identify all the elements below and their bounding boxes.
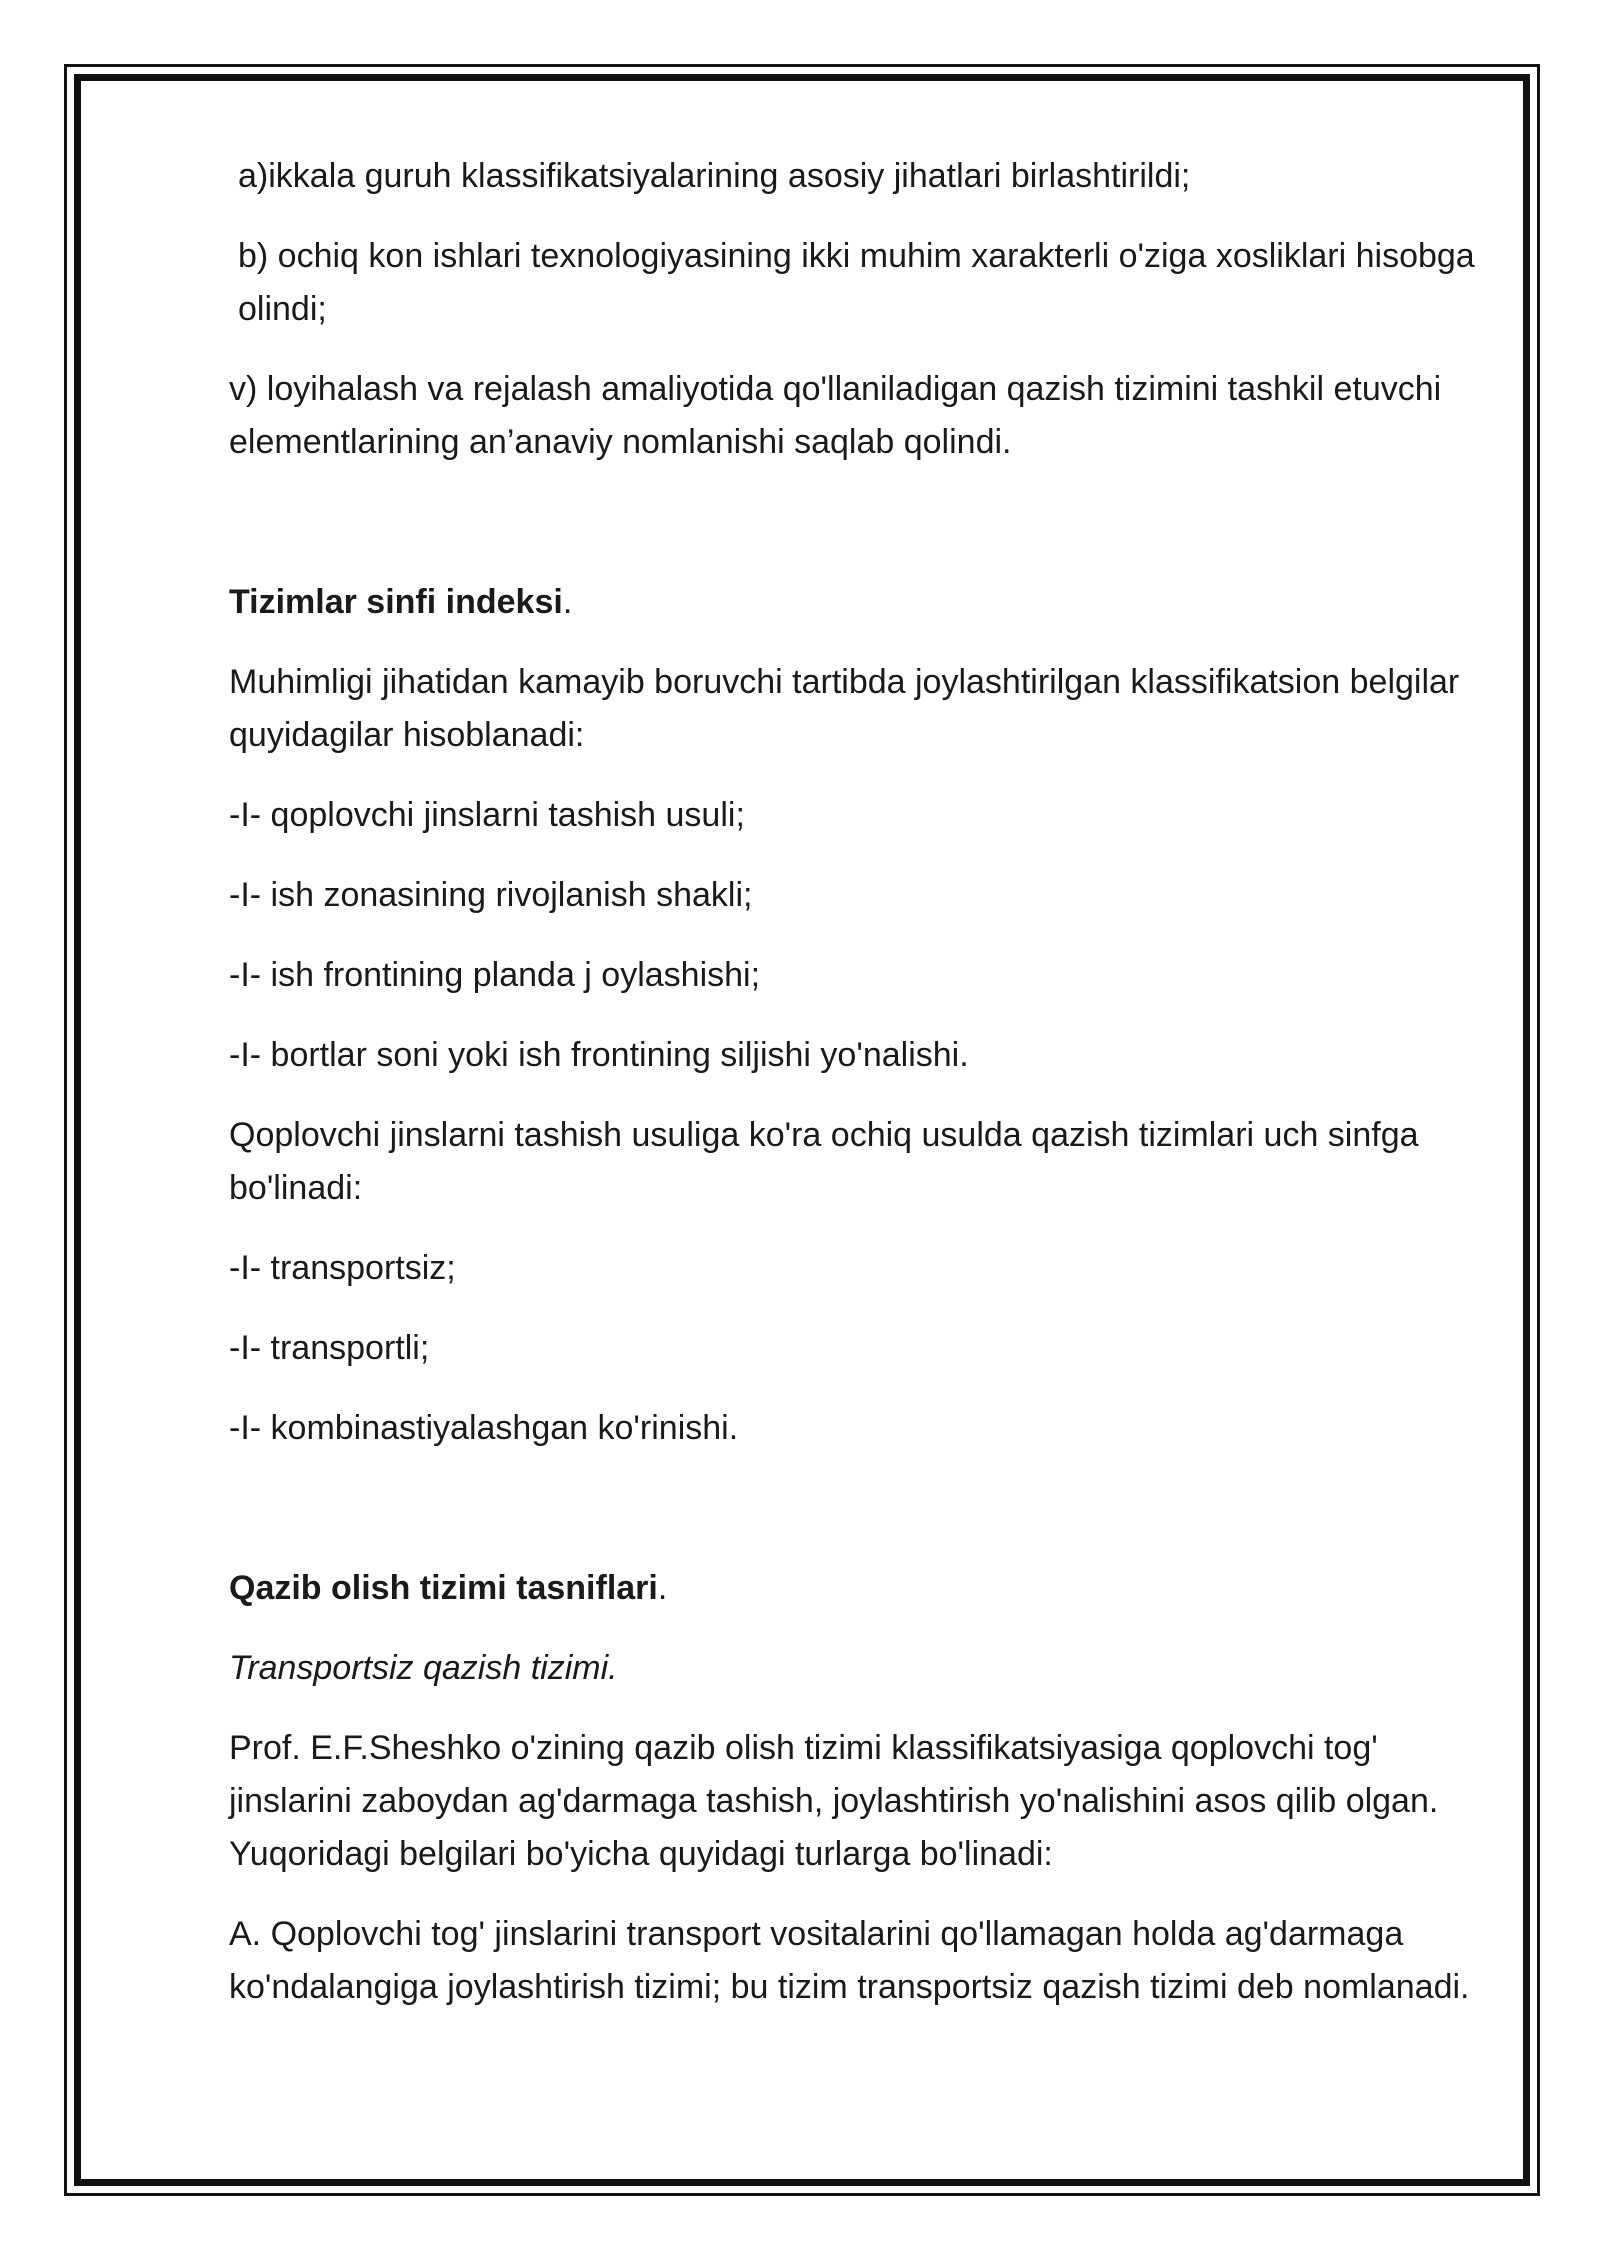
section-heading-period: . <box>657 1569 668 1607</box>
document-body <box>229 150 1499 2041</box>
paragraph: Muhimligi jihatidan kamayib boruvchi tartibda joylashtirilgan klassifikatsion belgilar quyidagilar hisoblanadi: <box>229 663 1460 754</box>
paragraph: -I- transportsiz; <box>229 1249 456 1287</box>
paragraph: -I- transportli; <box>229 1329 430 1367</box>
section-heading <box>229 1562 1499 1615</box>
paragraph: -I- bortlar soni yoki ish frontining siljishi yo'nalishi. <box>229 1036 969 1074</box>
section-spacer <box>229 496 1499 576</box>
paragraph: Prof. E.F.Sheshko o'zining qazib olish tizimi klassifikatsiyasiga qoplovchi tog' jinslarini zaboydan ag'darmaga tashish, joylashtirish yo'nalishini asos qilib olgan. Yuqoridagi belgilari bo'yicha quyidagi turlarga bo'linadi: <box>229 1729 1439 1873</box>
subsection-title: Transportsiz qazish tizimi. <box>229 1649 618 1687</box>
section-heading <box>229 576 1499 629</box>
paragraph: v) loyihalash va rejalash amaliyotida qo'llaniladigan qazish tizimini tashkil etuvchi elementlarining an’anaviy nomlanishi saqlab qolindi. <box>229 370 1442 461</box>
section-heading-text: Qazib olish tizimi tasniflari <box>229 1569 658 1607</box>
section-heading-period: . <box>562 583 573 621</box>
paragraph: b) ochiq kon ishlari texnologiyasining ikki muhim xarakterli o'ziga xosliklari hisobga olindi; <box>238 237 1475 328</box>
paragraph: A. Qoplovchi tog' jinslarini transport vositalarini qo'llamagan holda ag'darmaga ko'ndalangiga joylashtirish tizimi; bu tizim transportsiz qazish tizimi deb nomlanadi. <box>229 1915 1470 2006</box>
section-heading-text: Tizimlar sinfi indeksi <box>229 583 563 621</box>
paragraph: -I- ish frontining planda j oylashishi; <box>229 956 761 994</box>
paragraph: -I- qoplovchi jinslarni tashish usuli; <box>229 796 745 834</box>
paragraph: -I- ish zonasining rivojlanish shakli; <box>229 876 753 914</box>
paragraph: -I- kombinastiyalashgan ko'rinishi. <box>229 1409 739 1447</box>
paragraph: a)ikkala guruh klassifikatsiyalarining asosiy jihatlari birlashtirildi; <box>238 157 1191 195</box>
section-spacer <box>229 1482 1499 1562</box>
paragraph: Qoplovchi jinslarni tashish usuliga ko'ra ochiq usulda qazish tizimlari uch sinfga bo'linadi: <box>229 1116 1419 1207</box>
